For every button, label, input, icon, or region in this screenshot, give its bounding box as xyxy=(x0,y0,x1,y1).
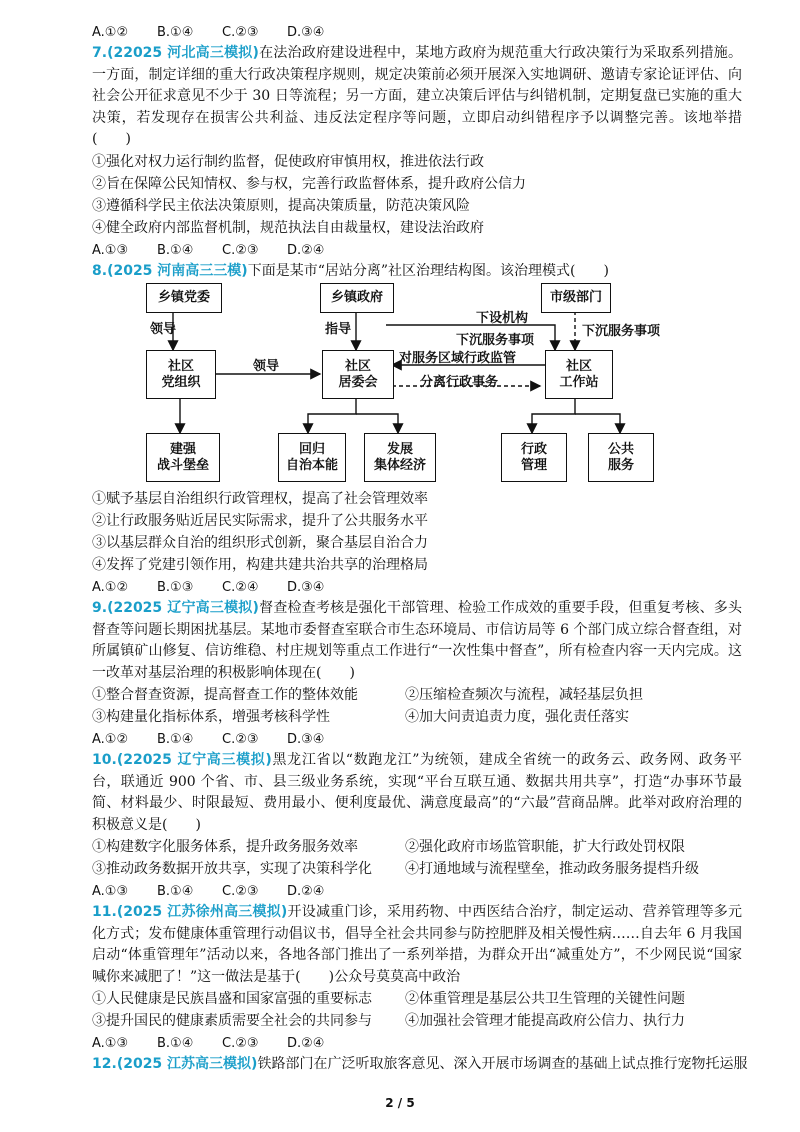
q7-option-b: B.①④ xyxy=(157,243,194,258)
community-party-line2: 党组织 xyxy=(161,374,201,390)
box-city-dept: 市级部门 xyxy=(541,283,611,313)
q10-options xyxy=(92,881,352,902)
q6-option-d: D.③④ xyxy=(287,25,325,40)
q6-option-c: C.②③ xyxy=(222,25,259,40)
q8-option-b: B.①③ xyxy=(157,580,194,595)
q7-option-d: D.②④ xyxy=(287,243,325,258)
q8-number: 8. xyxy=(92,263,108,279)
box-town-gov: 乡镇政府 xyxy=(320,283,394,313)
community-party-line1: 社区 xyxy=(167,358,194,374)
box-autonomy xyxy=(278,433,346,482)
box-workstation xyxy=(545,350,613,399)
q7-text: 在法治政府建设进程中，某地方政府为规范重大行政决策行为采取系列措施。一方面，制定详细的重大行政决策程序规则，规定决策前必须开展深入实地调研、邀请专家论证评估、向社会公开征求意见不少于 30 日等流程；另一方面，建立决策后评估与纠错机制，定期复盘已实施的重大决策，若发现存在损害公共利益、违反法定程序等问题，立即启动纠错程序予以调整完善。该地举措( ) xyxy=(92,45,742,147)
box-admin xyxy=(501,433,567,482)
label-lead-1: 领导 xyxy=(150,322,177,337)
q10-item-2: ②强化政府市场监管职能，扩大行政处罚权限 xyxy=(405,839,685,855)
q8-text: 下面是某市“居站分离”社区治理结构图。该治理模式( ) xyxy=(247,263,609,279)
economy-line2: 集体经济 xyxy=(373,457,426,473)
q8-item-4: ④发挥了党建引领作用，构建共建共治共享的治理格局 xyxy=(92,557,428,573)
q9-item-3: ③构建量化指标体系，增强考核科学性 xyxy=(92,709,330,725)
q10-option-c: C.②③ xyxy=(222,884,259,899)
label-lead-2: 领导 xyxy=(253,359,280,374)
arrow-public xyxy=(575,414,620,433)
q9-option-d: D.③④ xyxy=(287,732,325,747)
q8-option-c: C.②④ xyxy=(222,580,259,595)
workstation-line1: 社区 xyxy=(565,358,592,374)
fortress-line2: 战斗堡垒 xyxy=(156,457,209,473)
admin-line1: 行政 xyxy=(520,441,547,457)
q9-stem xyxy=(92,598,742,684)
q9-option-b: B.①④ xyxy=(157,732,194,747)
q9-option-c: C.②③ xyxy=(222,732,259,747)
economy-line1: 发展 xyxy=(386,441,413,457)
q7-number: 7. xyxy=(92,45,108,61)
box-economy xyxy=(364,433,436,482)
q10-item-3: ③推动政务数据开放共享，实现了决策科学化 xyxy=(92,861,372,877)
box-residents-committee xyxy=(322,350,394,399)
q11-option-c: C.②③ xyxy=(222,1036,259,1051)
q8-item-1: ①赋予基层自治组织行政管理权，提高了社会管理效率 xyxy=(92,491,428,507)
q9-text: 督查检查考核是强化干部管理、检验工作成效的重要手段，但重复考核、多头督查等问题长期困扰基层。某地市委督查室联合市生态环境局、市信访局等 6 个部门成立综合督查组，对所属镇矿山修复、信访维稳、村庄规划等重点工作进行“一次性集中督查”，所有检查内容一天内完成。这一改革对基层治理的积极影响体现在( ) xyxy=(92,600,742,681)
q12-source: (2025 江苏高三模拟) xyxy=(116,1056,258,1072)
label-separate: 分离行政事务 xyxy=(420,375,499,390)
q6-option-a: A.①② xyxy=(92,25,129,40)
q11-option-b: B.①④ xyxy=(157,1036,194,1051)
autonomy-line2: 自治本能 xyxy=(285,457,338,473)
box-community-party xyxy=(146,350,216,399)
q10-item-4: ④打通地域与流程壁垒，推动政务服务提档升级 xyxy=(405,861,699,877)
label-guide: 指导 xyxy=(325,322,352,337)
q8-options xyxy=(92,577,352,598)
label-sink-service-2: 下沉服务事项 xyxy=(582,324,661,339)
q8-item-3: ③以基层群众自治的组织形式创新，聚合基层自治合力 xyxy=(92,535,428,551)
q11-item-4: ④加强社会管理才能提高政府公信力、执行力 xyxy=(405,1013,685,1029)
q11-options xyxy=(92,1033,352,1054)
label-subagency: 下设机构 xyxy=(476,311,529,326)
box-town-party: 乡镇党委 xyxy=(146,283,222,313)
q9-item-4: ④加大问责追责力度，强化责任落实 xyxy=(405,709,629,725)
q10-option-b: B.①④ xyxy=(157,884,194,899)
arrow-autonomy xyxy=(308,397,356,433)
q11-source: (2025 江苏徐州高三模拟) xyxy=(116,904,288,920)
q7-item-4: ④健全政府内部监督机制，规范执法自由裁量权，建设法治政府 xyxy=(92,220,484,236)
box-public xyxy=(588,433,654,482)
q9-options xyxy=(92,729,352,750)
q7-item-2: ②旨在保障公民知情权、参与权，完善行政监督体系，提升政府公信力 xyxy=(92,176,526,192)
public-line1: 公共 xyxy=(607,441,634,457)
q10-text: 黑龙江省以“数跑龙江”为统领，建成全省统一的政务云、政务网、政务平台，联通近 900 个省、市、县三级业务系统，实现“平台互联互通、数据共用共享”，打造“办事环节最简、材料最少、时限最短、费用最小、便利度最优、满意度最高”的“六最”营商品牌。此举对政府治理的积极意义是( ) xyxy=(92,752,742,833)
q7-item-3: ③遵循科学民主依法决策原则，提高决策质量，防范决策风险 xyxy=(92,198,470,214)
q11-item-1: ①人民健康是民族昌盛和国家富强的重要标志 xyxy=(92,991,372,1007)
q12-text: 铁路部门在广泛听取旅客意见、深入开展市场调查的基础上试点推行宠物托运服 xyxy=(257,1056,748,1072)
q10-stem xyxy=(92,750,742,836)
q11-text: 开设减重门诊，采用药物、中西医结合治疗，制定运动、营养管理等多元化方式；发布健康体重管理行动倡议书，倡导全社会共同参与防控肥胖及相关慢性病……自去年 6 月我国启动“体重管理年”活动以来，各地各部门推出了一系列举措，为群众开出“减重处方”，不少网民说“国家喊你来减肥了！”这一做法是基于( )公众号莫莫高中政治 xyxy=(92,904,742,985)
q7-option-c: C.②③ xyxy=(222,243,259,258)
q10-option-a: A.①③ xyxy=(92,884,129,899)
q12-stem xyxy=(92,1054,747,1074)
fortress-line1: 建强 xyxy=(169,441,196,457)
q10-item-1: ①构建数字化服务体系，提升政务服务效率 xyxy=(92,839,358,855)
arrow-admin xyxy=(532,397,575,433)
q7-option-a: A.①③ xyxy=(92,243,129,258)
q10-number: 10. xyxy=(92,752,117,768)
q7-source: (22025 河北高三模拟) xyxy=(107,45,259,61)
q9-number: 9. xyxy=(92,600,108,616)
q11-item-3: ③提升国民的健康素质需要全社会的共同参与 xyxy=(92,1013,372,1029)
q9-source: (22025 辽宁高三模拟) xyxy=(107,600,259,616)
label-supervise: 对服务区域行政监管 xyxy=(399,351,517,366)
q11-option-d: D.②④ xyxy=(287,1036,325,1051)
q10-option-d: D.②④ xyxy=(287,884,325,899)
q11-number: 11. xyxy=(92,904,117,920)
public-line2: 服务 xyxy=(607,457,634,473)
q8-option-a: A.①② xyxy=(92,580,129,595)
residents-line1: 社区 xyxy=(344,358,371,374)
q9-option-a: A.①② xyxy=(92,732,129,747)
q11-stem xyxy=(92,902,742,988)
q11-item-2: ②体重管理是基层公共卫生管理的关键性问题 xyxy=(405,991,685,1007)
q9-item-1: ①整合督查资源，提高督查工作的整体效能 xyxy=(92,687,358,703)
q8-source: (2025 河南高三三模) xyxy=(107,263,248,279)
workstation-line2: 工作站 xyxy=(559,374,599,390)
q11-option-a: A.①③ xyxy=(92,1036,129,1051)
q8-item-2: ②让行政服务贴近居民实际需求，提升了公共服务水平 xyxy=(92,513,428,529)
autonomy-line1: 回归 xyxy=(298,441,325,457)
label-sink-service: 下沉服务事项 xyxy=(456,333,535,348)
q6-option-b: B.①④ xyxy=(157,25,194,40)
box-fortress xyxy=(146,433,220,482)
residents-line2: 居委会 xyxy=(338,374,378,390)
q8-option-d: D.③④ xyxy=(287,580,325,595)
q7-item-1: ①强化对权力运行制约监督，促使政府审慎用权，推进依法行政 xyxy=(92,154,484,170)
q12-number: 12. xyxy=(92,1056,117,1072)
admin-line2: 管理 xyxy=(520,457,547,473)
arrow-economy xyxy=(356,414,398,433)
page-number: 2 / 5 xyxy=(385,1096,415,1110)
q10-source: (22025 辽宁高三模拟) xyxy=(116,752,272,768)
q9-item-2: ②压缩检查频次与流程，减轻基层负担 xyxy=(405,687,643,703)
